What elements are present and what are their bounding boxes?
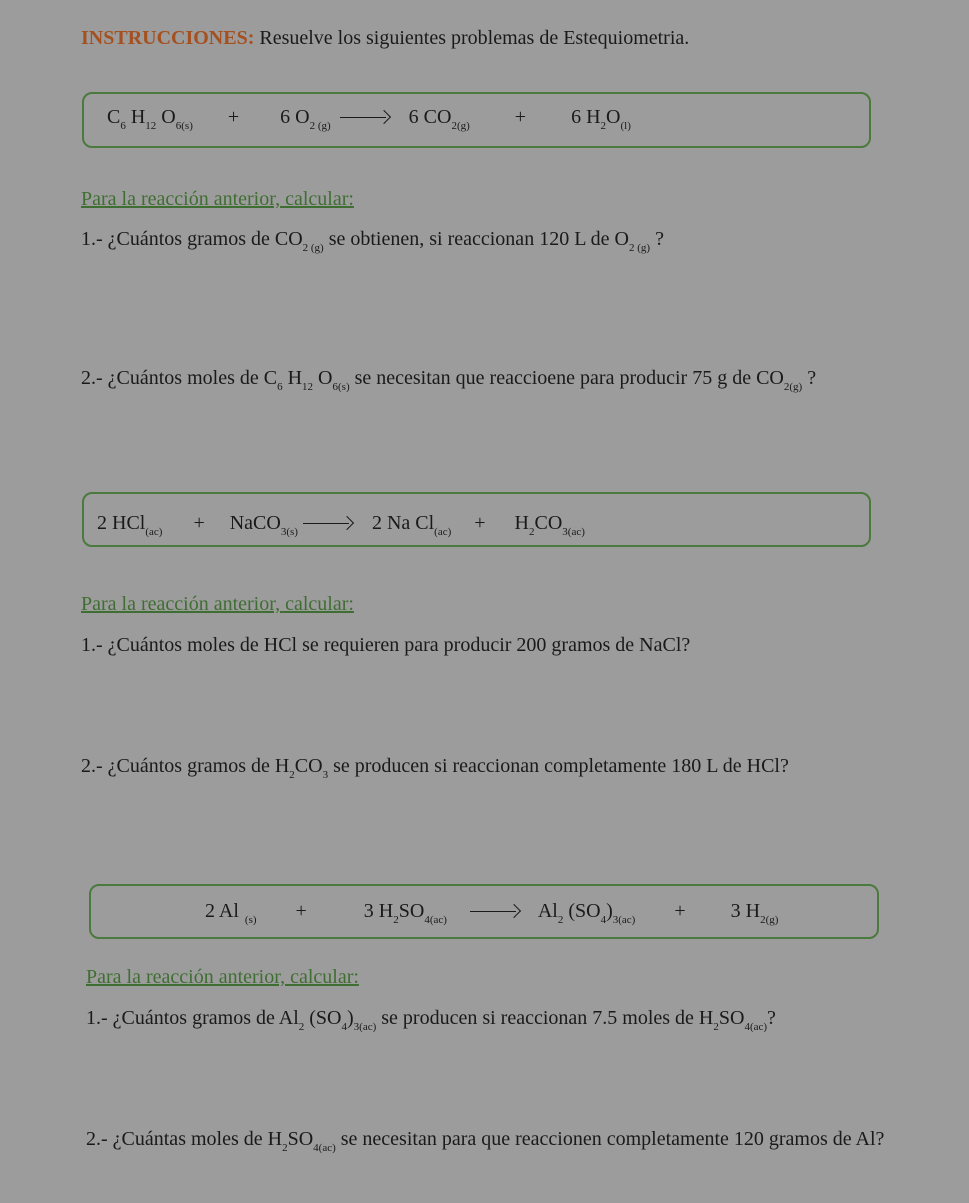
reaction-equation-1: $C_6$ $H_{12}$ $O_{6(s)} + 6$ $O_{2 (g)}$ 6 $CO_{2(g)} + 6$ $H_2O_{(l)}$ (107, 106, 631, 132)
question-1-1: 1.- ¿Cuántos gramos de $CO_{2 (g)}$ se obtienen, si reaccionan 120 L de $O_{2 (g)}$ ? (81, 228, 664, 254)
question-3-1: 1.- ¿Cuántos gramos de $Al_2$ $(SO_4)_{3(ac)}$ se producen si reaccionan 7.5 moles de $H_2SO_{4(ac)}$? (86, 1007, 776, 1033)
section-heading-2: Para la reacción anterior, calcular: (81, 593, 354, 615)
plus-sign: + (474, 512, 486, 534)
plus-sign: + (227, 106, 240, 128)
question-1-2: 2.- ¿Cuántos moles de $C_6$ $H_{12}$ $O_{6(s)}$ se necesitan que reaccioene para producir 75 g de $CO_{2(g)}$ ? (81, 367, 817, 393)
plus-sign: + (674, 900, 686, 922)
plus-sign: + (193, 512, 205, 534)
plus-sign: + (514, 106, 527, 128)
reaction-equation-2: 2 HCl$_{(ac)}$ + NaCO$_{3(s)}$ 2 Na $Cl_{(ac)} + H_2CO_{3(ac)}$ (97, 512, 585, 538)
reaction-arrow-icon (303, 517, 353, 531)
reaction-equation-3: 2 Al $_{(s)}$ + 3 $H_2SO_{4(ac)}$ $Al_2$ $(SO_4)_{3(ac)} + 3$ $H_{2(g)}$ (205, 900, 779, 926)
instructions-label: INSTRUCCIONES: (81, 27, 255, 49)
instructions-text: Resuelve los siguientes problemas de Estequiometria. (259, 27, 690, 49)
instructions-line (81, 27, 689, 50)
question-2-1: 1.- ¿Cuántos moles de HCl se requieren para producir 200 gramos de NaCl? (81, 634, 691, 656)
section-heading-3: Para la reacción anterior, calcular: (86, 966, 359, 988)
plus-sign: + (295, 900, 307, 922)
reaction-arrow-icon (340, 111, 390, 125)
question-3-2: 2.- ¿Cuántas moles de $H_2SO_{4(ac)}$ se necesitan para que reaccionen completamente 120 gramos de Al? (86, 1128, 885, 1154)
section-heading-1: Para la reacción anterior, calcular: (81, 188, 354, 210)
reaction-arrow-icon (470, 905, 520, 919)
question-2-2: 2.- ¿Cuántos gramos de $H_2CO_3$ se producen si reaccionan completamente 180 L de HCl? (81, 755, 789, 781)
